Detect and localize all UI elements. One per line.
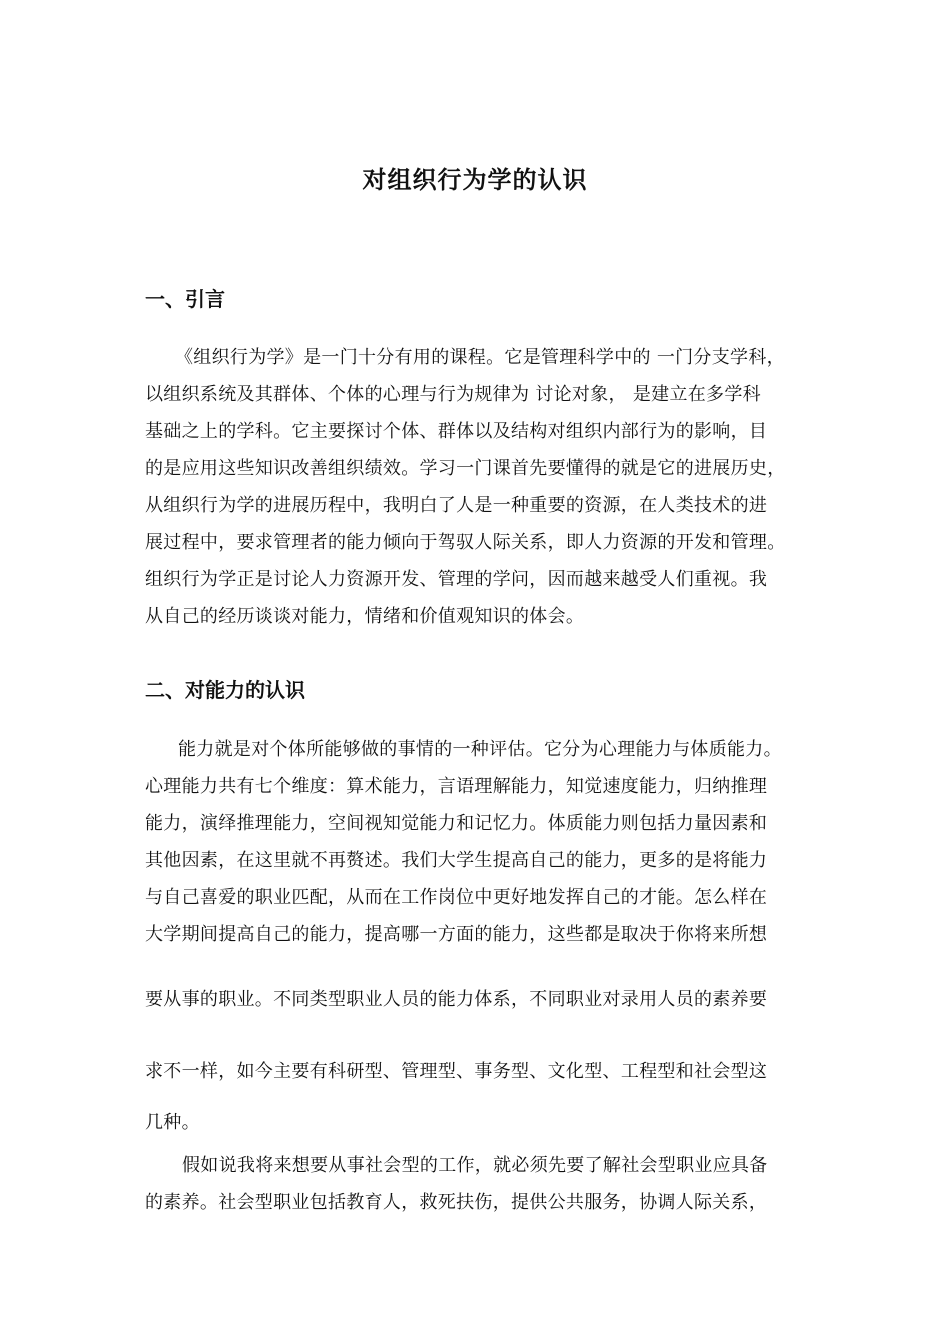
paragraph-line: 基础之上的学科。它主要探讨个体、群体以及结构对组织内部行为的影响，目	[145, 421, 768, 442]
paragraph-line	[145, 1057, 825, 1083]
paragraph-line: 几种。	[145, 1112, 200, 1133]
paragraph-line: 从自己的经历谈谈对能力，情绪和价值观知识的体会。	[145, 606, 585, 627]
paragraph-line: 能力，演绎推理能力，空间视知觉能力和记忆力。体质能力则包括力量因素和	[145, 813, 768, 834]
paragraph-line: 《组织行为学》是一门十分有用的课程。它是管理科学中的 一门分支学科，	[175, 347, 785, 368]
paragraph-line: 心理能力共有七个维度：算术能力，言语理解能力，知觉速度能力，归纳推理	[145, 776, 768, 797]
text-segment-sans: 科研型、管理型、事务型、文化型、工程型和社会型	[328, 1061, 749, 1082]
paragraph-line: 的是应用这些知识改善组织绩效。学习一门课首先要懂得的就是它的进展历史，	[145, 458, 786, 479]
text-segment-sans: 不同类型职业人员的能力体系，不同职业对录用人员的素养要	[273, 989, 768, 1010]
paragraph-line: 其他因素，在这里就不再赘述。我们大学生提高自己的能力，更多的是将能力	[145, 850, 768, 871]
paragraph-line: 展过程中，要求管理者的能力倾向于驾驭人际关系，即人力资源的开发和管理。	[145, 532, 786, 553]
section-heading-ability: 二、对能力的认识	[145, 678, 305, 702]
paragraph-line: 的素养。社会型职业包括教育人，救死扶伤，提供公共服务，协调人际关系，	[145, 1192, 768, 1213]
text-segment: ，如今主要有	[218, 1061, 329, 1082]
text-segment: 这	[748, 1061, 768, 1082]
paragraph-line: 大学期间提高自己的能力，提高哪一方面的能力，这些都是取决于你将来所想	[145, 924, 768, 945]
text-segment-sans: 求不一样	[145, 1061, 219, 1082]
paragraph-line	[145, 985, 825, 1011]
paragraph-line: 从组织行为学的进展历程中，我明白了人是一种重要的资源，在人类技术的进	[145, 495, 768, 516]
paragraph-line: 与自己喜爱的职业匹配，从而在工作岗位中更好地发挥自己的才能。怎么样在	[145, 887, 768, 908]
paragraph-line: 假如说我将来想要从事社会型的工作，就必须先要了解社会型职业应具备	[182, 1155, 768, 1176]
paragraph-line: 能力就是对个体所能够做的事情的一种评估。它分为心理能力与体质能力。	[178, 739, 782, 760]
paragraph-line: 以组织系统及其群体、个体的心理与行为规律为 讨论对象， 是建立在多学科	[145, 384, 761, 405]
text-segment: 要从事的职业。	[145, 989, 274, 1010]
document-title: 对组织行为学的认识	[362, 166, 588, 194]
section-heading-introduction: 一、引言	[145, 287, 225, 311]
paragraph-line: 组织行为学正是讨论人力资源开发、管理的学问，因而越来越受人们重视。我	[145, 569, 768, 590]
